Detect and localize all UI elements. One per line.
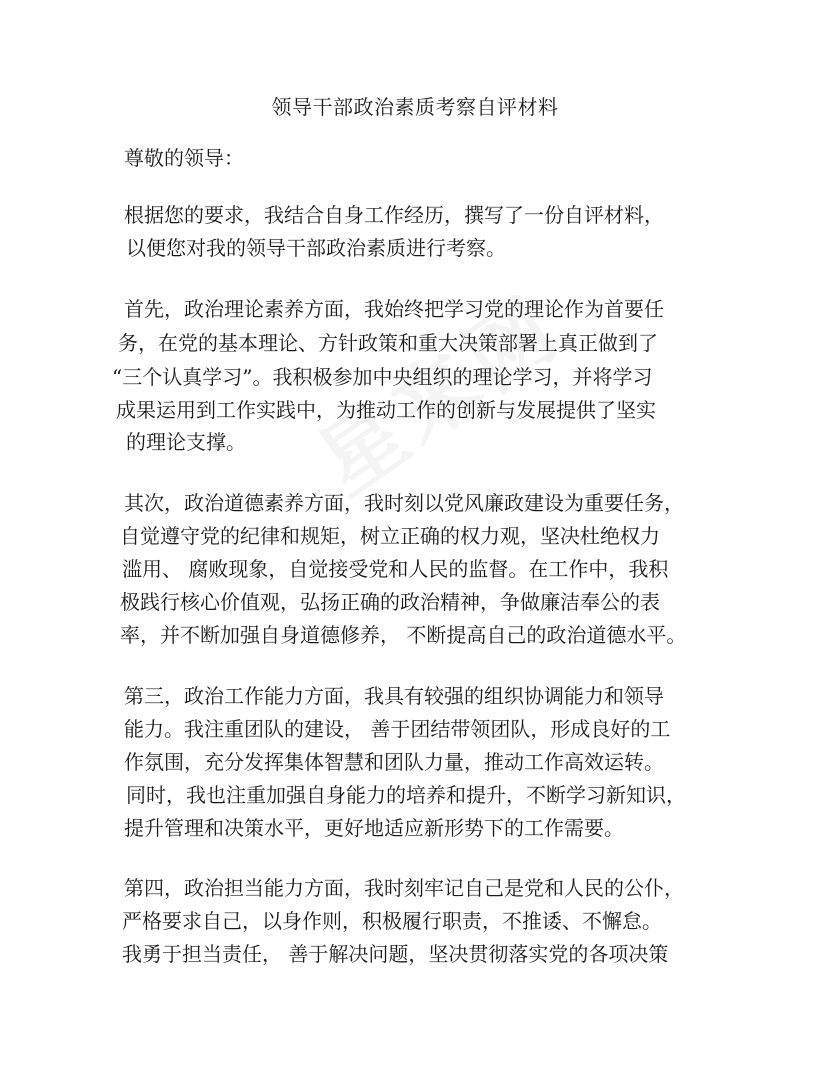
document-title: 领导干部政治素质考察自评材料 bbox=[271, 95, 559, 119]
paragraph-line: 的理论支撑。 bbox=[126, 430, 246, 454]
paragraph-line: “三个认真学习”。我积极参加中央组织的理论学习，并将学习 bbox=[112, 365, 653, 389]
paragraph-line: 自觉遵守党的纪律和规矩，树立正确的权力观，坚决杜绝权力 bbox=[120, 524, 660, 548]
paragraph-line: 其次，政治道德素养方面，我时刻以党风廉政建设为重要任务， bbox=[124, 491, 684, 515]
paragraph-line: 严格要求自己，以身作则，积极履行职责，不推诿、不懈怠。 bbox=[122, 909, 662, 933]
paragraph-line: 率，并不断加强自身道德修养， 不断提高自己的政治道德水平。 bbox=[120, 623, 687, 647]
paragraph-line: 务，在党的基本理论、方针政策和重大决策部署上真正做到了 bbox=[118, 331, 658, 355]
paragraph-line: 滥用、 腐败现象，自觉接受党和人民的监督。在工作中，我积 bbox=[122, 557, 669, 581]
paragraph-line: 第四，政治担当能力方面，我时刻牢记自己是党和人民的公仆， bbox=[124, 876, 684, 900]
paragraph-line: 第三，政治工作能力方面，我具有较强的组织协调能力和领导 bbox=[124, 684, 664, 708]
paragraph-line: 能力。我注重团队的建设， 善于团结带领团队，形成良好的工 bbox=[124, 717, 671, 741]
paragraph-line: 我勇于担当责任， 善于解决问题，坚决贯彻落实党的各项决策 bbox=[122, 942, 669, 966]
paragraph-line: 首先，政治理论素养方面，我始终把学习党的理论作为首要任 bbox=[124, 297, 664, 321]
salutation: 尊敬的领导： bbox=[124, 146, 244, 170]
paragraph-line: 同时，我也注重加强自身能力的培养和提升，不断学习新知识， bbox=[126, 783, 686, 807]
paragraph-line: 极践行核心价值观，弘扬正确的政治精神，争做廉洁奉公的表 bbox=[120, 590, 660, 614]
paragraph-line: 成果运用到工作实践中，为推动工作的创新与发展提供了坚实 bbox=[116, 398, 656, 422]
paragraph-line: 作氛围，充分发挥集体智慧和团队力量，推动工作高效运转。 bbox=[124, 750, 664, 774]
paragraph-line: 提升管理和决策水平，更好地适应新形势下的工作需要。 bbox=[124, 816, 624, 840]
paragraph-line: 根据您的要求，我结合自身工作经历，撰写了一份自评材料， bbox=[124, 203, 664, 227]
paragraph-line: 以便您对我的领导干部政治素质进行考察。 bbox=[126, 236, 506, 260]
